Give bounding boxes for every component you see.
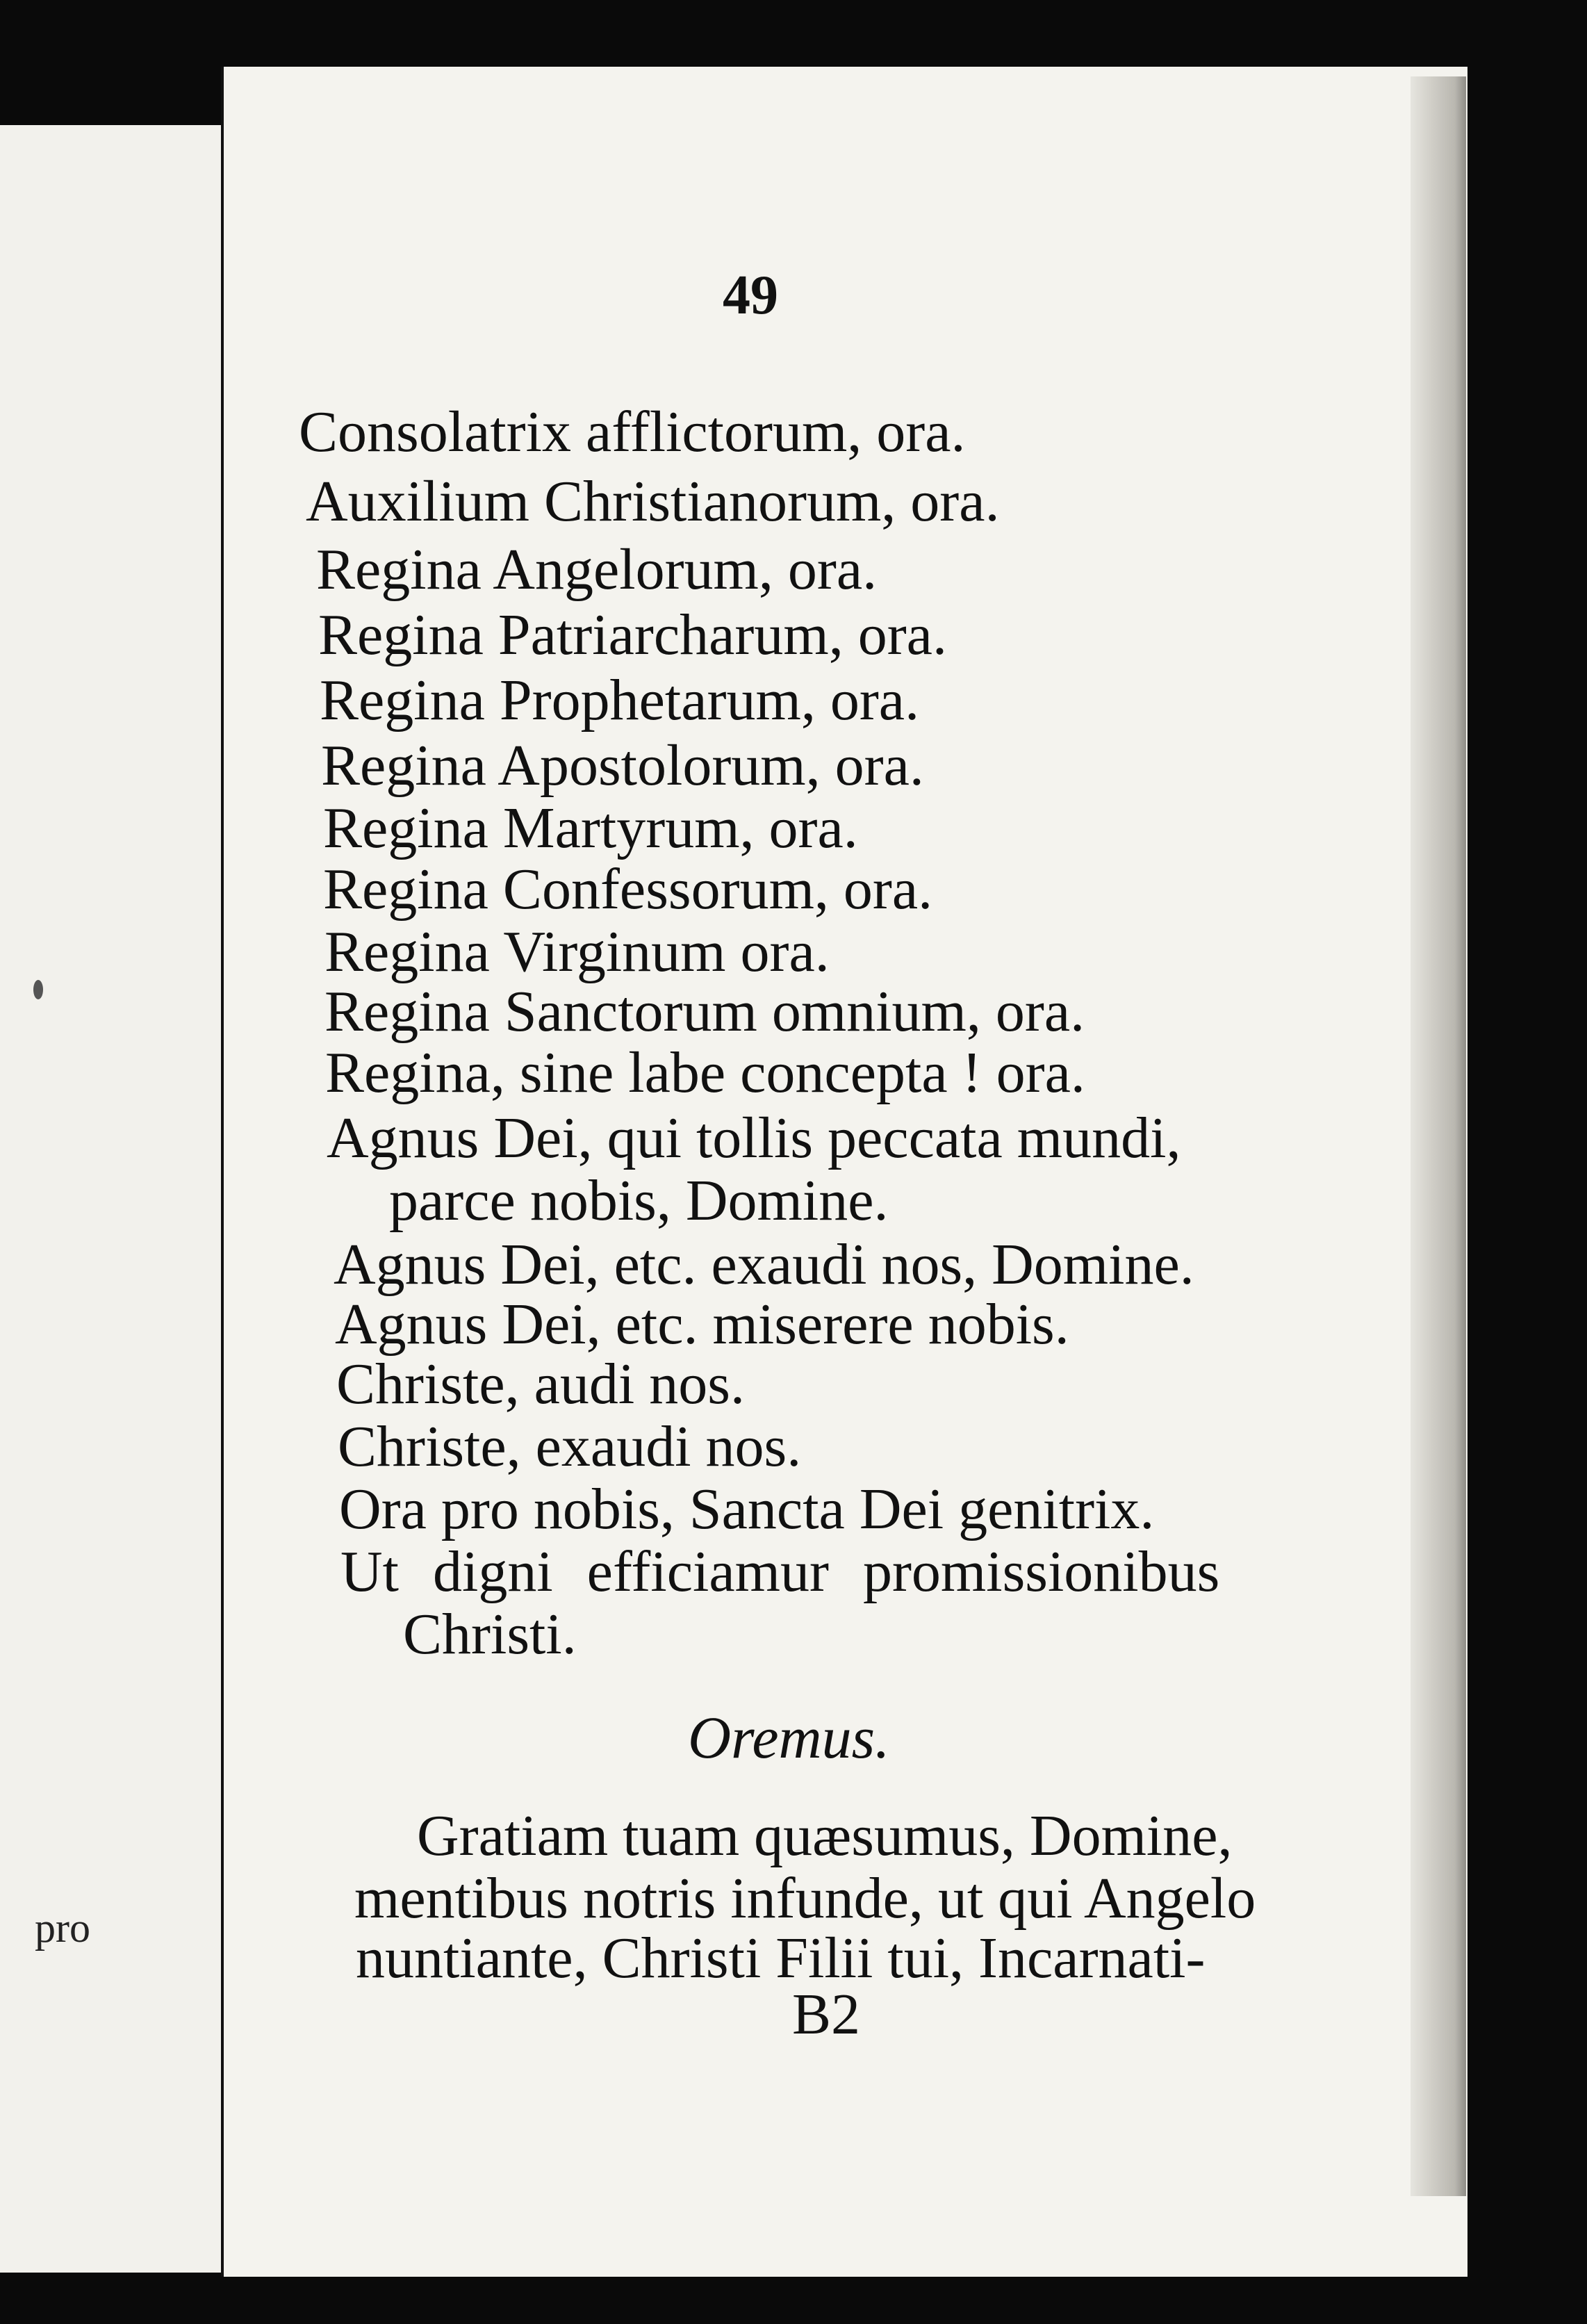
ink-spot	[33, 980, 43, 999]
litany-line: Regina Prophetarum, ora.	[320, 668, 920, 733]
page-edge	[1411, 76, 1466, 2196]
prayer-line: mentibus notris infunde, ut qui Angelo	[354, 1866, 1256, 1931]
litany-line: Christi.	[403, 1602, 577, 1667]
prayer-line: Gratiam tuam quæsumus, Domine,	[417, 1803, 1233, 1868]
facing-page-fragment: pro	[35, 1905, 90, 1951]
facing-page	[0, 125, 233, 2273]
litany-line: Agnus Dei, etc. exaudi nos, Domine.	[334, 1232, 1194, 1297]
litany-line: Consolatrix afflictorum, ora.	[299, 400, 966, 464]
litany-line: Regina Martyrum, ora.	[323, 796, 858, 860]
litany-line: Agnus Dei, etc. miserere nobis.	[335, 1292, 1069, 1357]
litany-line: Regina Sanctorum omnium, ora.	[324, 979, 1085, 1044]
litany-line: Ora pro nobis, Sancta Dei genitrix.	[339, 1477, 1155, 1541]
litany-line: Regina Angelorum, ora.	[316, 537, 878, 602]
prayer-line: nuntiante, Christi Filii tui, Incarnati-	[356, 1926, 1206, 1990]
litany-line: Regina Confessorum, ora.	[323, 857, 933, 922]
litany-line: Christe, exaudi nos.	[338, 1414, 802, 1479]
signature-mark: B2	[792, 1982, 861, 2047]
section-heading: Oremus.	[688, 1704, 890, 1771]
litany-line: Christe, audi nos.	[336, 1352, 745, 1416]
page-number: 49	[723, 265, 778, 326]
litany-line: Ut digni efficiamur promissionibus	[340, 1539, 1220, 1604]
litany-line: Regina Apostolorum, ora.	[321, 733, 924, 798]
litany-line: parce nobis, Domine.	[389, 1168, 889, 1233]
litany-line: Agnus Dei, qui tollis peccata mundi,	[327, 1106, 1181, 1170]
litany-line: Auxilium Christianorum, ora.	[306, 469, 1000, 534]
litany-line: Regina Virginum ora.	[324, 919, 830, 984]
litany-line: Regina, sine labe concepta ! ora.	[325, 1040, 1085, 1105]
litany-line: Regina Patriarcharum, ora.	[318, 603, 947, 667]
